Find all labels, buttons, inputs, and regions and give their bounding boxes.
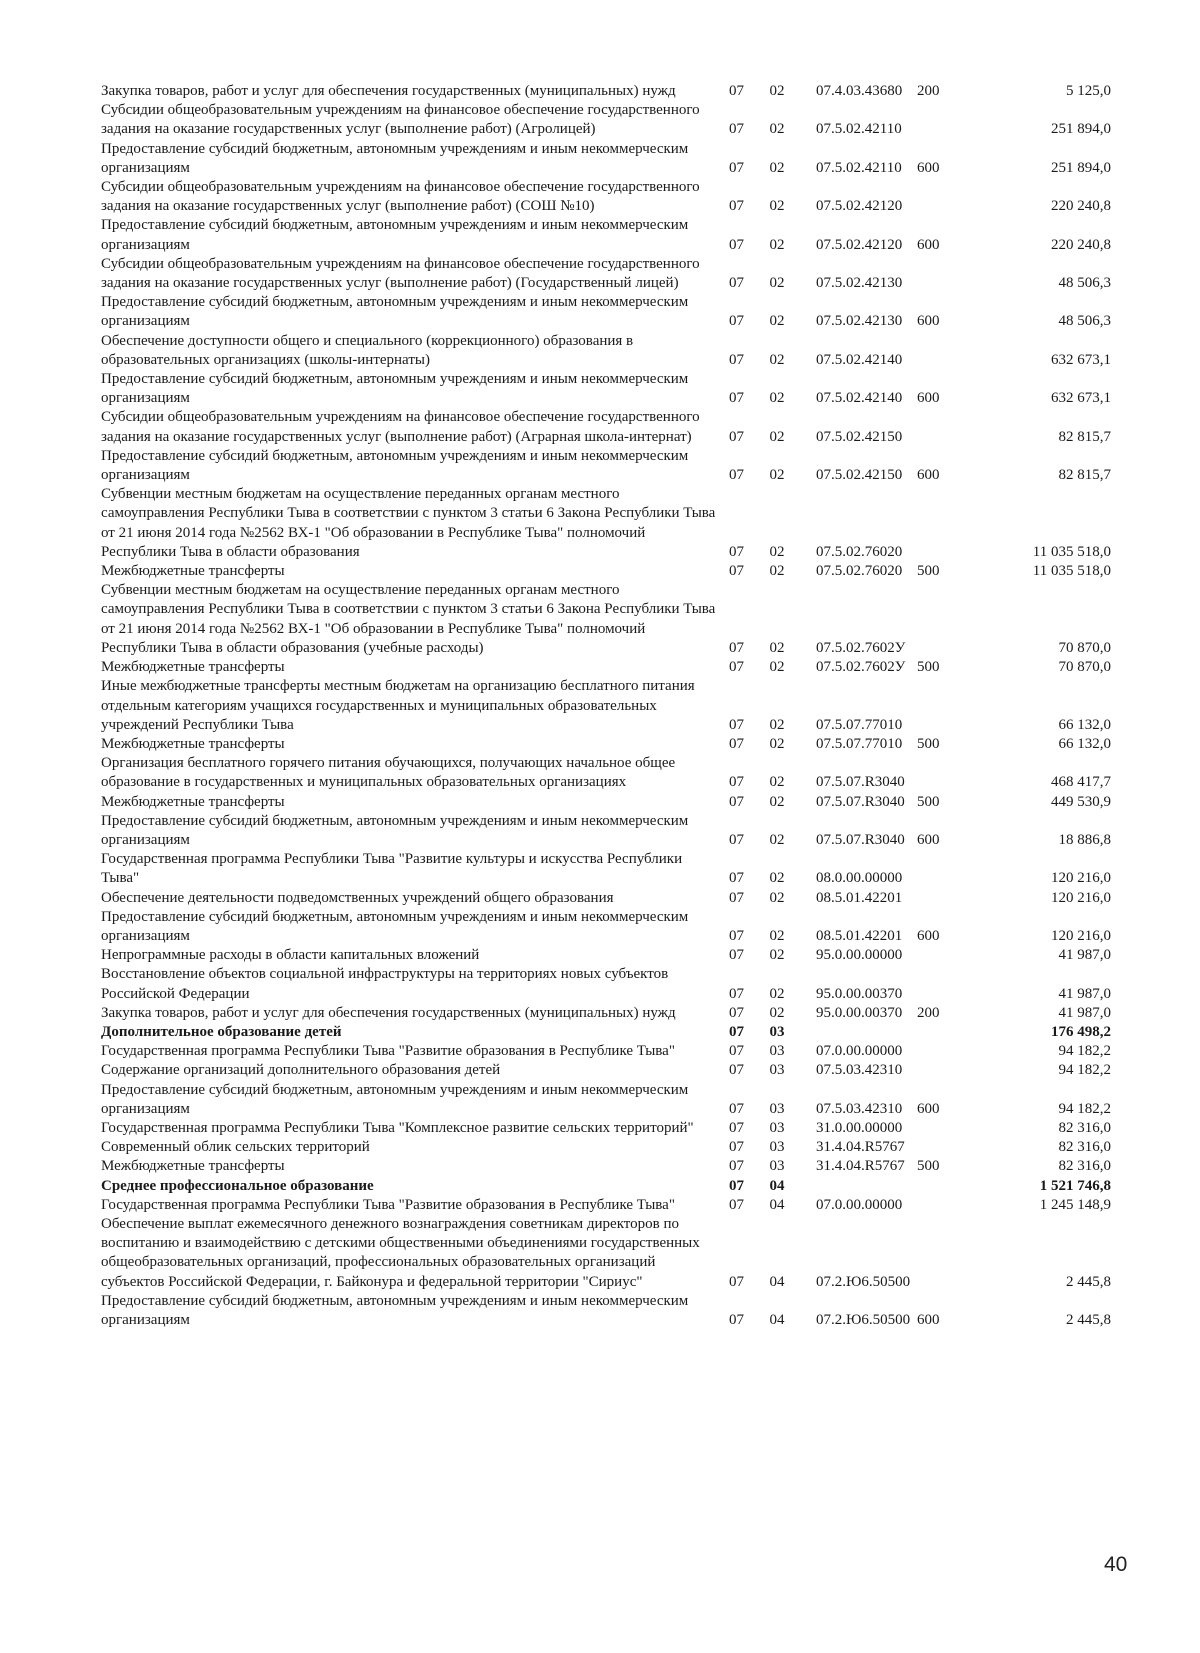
- table-row: [101, 658, 1111, 677]
- row-razdel: 07: [729, 275, 744, 292]
- row-target-article: 95.0.00.00000: [816, 947, 903, 964]
- row-amount: 70 870,0: [1058, 659, 1111, 676]
- row-expense-type: [915, 1061, 975, 1080]
- table-row: [101, 447, 1111, 485]
- row-target-article: 07.5.02.7602У: [816, 639, 906, 656]
- row-target-article: 07.5.07.77010: [816, 735, 903, 752]
- row-razdel: 07: [729, 927, 744, 944]
- row-expense-type: 600: [917, 467, 940, 484]
- row-name: Закупка товаров, работ и услуг для обеспечения государственных (муниципальных) нужд: [101, 83, 676, 99]
- row-amount: 66 132,0: [1058, 735, 1111, 752]
- row-expense-type: [915, 677, 975, 735]
- table-row: [101, 408, 1111, 446]
- row-name: Предоставление субсидий бюджетным, автономным учреждениям и иным некоммерческим организациям: [101, 812, 689, 848]
- row-razdel: 07: [729, 639, 744, 656]
- row-expense-type: 500: [917, 659, 940, 676]
- row-razdel: 07: [729, 121, 744, 138]
- row-target-article: 07.5.02.42140: [816, 390, 903, 407]
- row-name: Предоставление субсидий бюджетным, автономным учреждениям и иным некоммерческим организациям: [101, 140, 689, 176]
- row-name: Государственная программа Республики Тыва "Развитие образования в Республике Тыва": [101, 1196, 675, 1213]
- row-name: Восстановление объектов социальной инфраструктуры на территориях новых субъектов Российской Федерации: [101, 966, 669, 1002]
- row-expense-type: 600: [917, 236, 940, 253]
- budget-table-body: [101, 82, 1111, 1330]
- row-expense-type: [915, 1196, 975, 1215]
- row-podrazdel: 02: [769, 870, 785, 887]
- row-podrazdel: 02: [769, 390, 785, 407]
- row-target-article: 07.5.07.R3040: [816, 831, 905, 848]
- row-name: Организация бесплатного горячего питания обучающихся, получающих начальное общее образование в государственных и муниципальных образовательных организациях: [101, 755, 676, 791]
- row-amount: 82 815,7: [1058, 467, 1111, 484]
- row-target-article: 07.5.07.R3040: [816, 774, 905, 791]
- row-podrazdel: 03: [769, 1139, 785, 1156]
- row-amount: 41 987,0: [1058, 985, 1111, 1002]
- row-name: Межбюджетные трансферты: [101, 563, 285, 580]
- table-row: [101, 216, 1111, 254]
- row-amount: 120 216,0: [1051, 870, 1111, 887]
- row-podrazdel: 02: [769, 198, 785, 215]
- table-row: [101, 332, 1111, 370]
- table-row: [101, 1138, 1111, 1157]
- row-podrazdel: 03: [769, 1062, 785, 1079]
- row-podrazdel: 02: [769, 159, 785, 176]
- row-amount: 5 125,0: [1066, 83, 1111, 99]
- row-expense-type: 500: [917, 563, 940, 580]
- row-name: Предоставление субсидий бюджетным, автономным учреждениям и иным некоммерческим организациям: [101, 1081, 689, 1117]
- row-razdel: 07: [729, 467, 744, 484]
- row-name: Предоставление субсидий бюджетным, автономным учреждениям и иным некоммерческим организациям: [101, 217, 689, 253]
- row-razdel: 07: [729, 83, 744, 99]
- row-podrazdel: 03: [769, 1119, 785, 1136]
- table-row: [101, 1042, 1111, 1061]
- row-podrazdel: 02: [769, 543, 785, 560]
- row-name: Субсидии общеобразовательным учреждениям на финансовое обеспечение государственного задания на оказание государственных услуг (выполнение работ) (Агролицей): [101, 102, 700, 138]
- row-amount: 48 506,3: [1058, 313, 1111, 330]
- row-name: Закупка товаров, работ и услуг для обеспечения государственных (муниципальных) нужд: [101, 1004, 676, 1021]
- row-razdel: 07: [729, 236, 744, 253]
- row-amount: 2 445,8: [1066, 1312, 1111, 1328]
- row-expense-type: [915, 332, 975, 370]
- row-expense-type: 500: [917, 1158, 940, 1175]
- row-expense-type: [915, 485, 975, 562]
- table-row: [101, 293, 1111, 331]
- row-amount: 632 673,1: [1051, 351, 1111, 368]
- row-podrazdel: 02: [769, 275, 785, 292]
- row-amount: 48 506,3: [1058, 275, 1111, 292]
- row-razdel: 07: [729, 716, 744, 733]
- row-expense-type: [915, 178, 975, 216]
- row-podrazdel: 03: [769, 1023, 785, 1040]
- row-razdel: 07: [729, 313, 744, 330]
- row-razdel: 07: [729, 1119, 744, 1136]
- row-amount: 11 035 518,0: [1032, 543, 1111, 560]
- row-razdel: 07: [729, 659, 744, 676]
- row-target-article: 07.5.02.7602У: [816, 659, 906, 676]
- row-target-article: 31.4.04.R5767: [816, 1158, 905, 1175]
- row-razdel: 07: [729, 1177, 744, 1194]
- row-name: Предоставление субсидий бюджетным, автономным учреждениям и иным некоммерческим организациям: [101, 371, 689, 407]
- row-razdel: 07: [729, 198, 744, 215]
- section-row: [101, 1023, 1111, 1042]
- table-row: [101, 1061, 1111, 1080]
- row-expense-type: 600: [917, 927, 940, 944]
- row-podrazdel: 02: [769, 351, 785, 368]
- table-row: [101, 1215, 1111, 1292]
- row-target-article: 08.5.01.42201: [816, 927, 903, 944]
- row-amount: 18 886,8: [1058, 831, 1111, 848]
- row-target-article: 07.5.03.42310: [816, 1100, 903, 1117]
- row-amount: 220 240,8: [1051, 198, 1111, 215]
- row-podrazdel: 03: [769, 1158, 785, 1175]
- row-amount: 82 316,0: [1058, 1119, 1111, 1136]
- row-amount: 94 182,2: [1058, 1043, 1111, 1060]
- row-target-article: 07.5.07.R3040: [816, 793, 905, 810]
- row-target-article: 07.5.02.76020: [816, 563, 903, 580]
- row-expense-type: 600: [917, 831, 940, 848]
- row-name: Субвенции местным бюджетам на осуществление переданных органам местного самоуправления Республики Тыва в соответствии с пунктом 3 статьи 6 Закона Республики Тыва от 21 июня 2014 года №2562 ВХ-1 "Об образовании в Республике Тыва" полномочий Республики Тыва в области образования (учебные расходы): [101, 582, 716, 656]
- row-amount: 1 245 148,9: [1039, 1196, 1111, 1213]
- row-amount: 632 673,1: [1051, 390, 1111, 407]
- row-expense-type: 200: [917, 83, 940, 99]
- row-name: Межбюджетные трансферты: [101, 735, 285, 752]
- row-razdel: 07: [729, 793, 744, 810]
- row-podrazdel: 02: [769, 467, 785, 484]
- row-amount: 11 035 518,0: [1032, 563, 1111, 580]
- row-target-article: 07.5.02.42110: [816, 159, 902, 176]
- row-amount: 2 445,8: [1066, 1273, 1111, 1290]
- row-target-article: 08.5.01.42201: [816, 889, 903, 906]
- row-razdel: 07: [729, 1196, 744, 1213]
- row-name: Субсидии общеобразовательным учреждениям на финансовое обеспечение государственного задания на оказание государственных услуг (выполнение работ) (Государственный лицей): [101, 255, 700, 292]
- row-name: Современный облик сельских территорий: [101, 1139, 370, 1156]
- row-expense-type: [915, 1138, 975, 1157]
- row-podrazdel: 02: [769, 236, 785, 253]
- table-row: [101, 754, 1111, 792]
- row-amount: 1 521 746,8: [1039, 1177, 1111, 1194]
- row-podrazdel: 02: [769, 1004, 785, 1021]
- row-razdel: 07: [729, 774, 744, 791]
- row-expense-type: 600: [917, 159, 940, 176]
- row-expense-type: 600: [917, 1312, 940, 1328]
- row-amount: 41 987,0: [1058, 947, 1111, 964]
- row-podrazdel: 02: [769, 735, 785, 752]
- row-amount: 220 240,8: [1051, 236, 1111, 253]
- row-podrazdel: 04: [769, 1177, 785, 1194]
- row-name: Межбюджетные трансферты: [101, 659, 285, 676]
- row-expense-type: [915, 850, 975, 888]
- row-amount: 82 316,0: [1058, 1139, 1111, 1156]
- section-row: [101, 1177, 1111, 1196]
- row-expense-type: [915, 1215, 975, 1292]
- row-expense-type: 600: [917, 1100, 940, 1117]
- row-target-article: 07.5.02.42110: [816, 121, 902, 138]
- row-podrazdel: 02: [769, 121, 785, 138]
- row-podrazdel: 02: [769, 985, 785, 1002]
- row-amount: 66 132,0: [1058, 716, 1111, 733]
- table-row: [101, 793, 1111, 812]
- row-name: Непрограммные расходы в области капитальных вложений: [101, 947, 480, 964]
- budget-table: [101, 82, 1111, 1330]
- row-podrazdel: 02: [769, 428, 785, 445]
- table-row: [101, 82, 1111, 101]
- row-expense-type: [915, 889, 975, 908]
- table-row: [101, 485, 1111, 562]
- row-expense-type: [915, 1042, 975, 1061]
- table-row: [101, 581, 1111, 658]
- row-razdel: 07: [729, 1062, 744, 1079]
- row-podrazdel: 02: [769, 716, 785, 733]
- table-row: [101, 850, 1111, 888]
- row-expense-type: [915, 408, 975, 446]
- row-amount: 94 182,2: [1058, 1062, 1111, 1079]
- row-podrazdel: 02: [769, 793, 785, 810]
- row-name: Межбюджетные трансферты: [101, 793, 285, 810]
- row-name: Субсидии общеобразовательным учреждениям на финансовое обеспечение государственного задания на оказание государственных услуг (выполнение работ) (СОШ №10): [101, 179, 700, 215]
- row-name: Содержание организаций дополнительного образования детей: [101, 1062, 501, 1079]
- table-row: [101, 255, 1111, 293]
- row-razdel: 07: [729, 947, 744, 964]
- row-razdel: 07: [729, 563, 744, 580]
- row-target-article: [798, 1177, 915, 1196]
- row-razdel: 07: [729, 985, 744, 1002]
- table-row: [101, 140, 1111, 178]
- row-target-article: 07.0.00.00000: [816, 1196, 903, 1213]
- row-amount: 251 894,0: [1051, 121, 1111, 138]
- row-target-article: 07.2.Ю6.50500: [816, 1273, 911, 1290]
- row-expense-type: [915, 946, 975, 965]
- row-target-article: 07.4.03.43680: [816, 83, 903, 99]
- row-razdel: 07: [729, 889, 744, 906]
- row-expense-type: [915, 965, 975, 1003]
- row-name: Предоставление субсидий бюджетным, автономным учреждениям и иным некоммерческим организациям: [101, 447, 689, 484]
- row-expense-type: [915, 754, 975, 792]
- row-razdel: 07: [729, 543, 744, 560]
- row-target-article: 07.5.02.76020: [816, 543, 903, 560]
- row-target-article: 08.0.00.00000: [816, 870, 903, 887]
- row-name: Предоставление субсидий бюджетным, автономным учреждениям и иным некоммерческим организациям: [101, 1292, 689, 1328]
- row-podrazdel: 02: [769, 639, 785, 656]
- table-row: [101, 370, 1111, 408]
- row-target-article: 95.0.00.00370: [816, 985, 903, 1002]
- row-razdel: 07: [729, 159, 744, 176]
- row-target-article: 31.4.04.R5767: [816, 1139, 905, 1156]
- row-expense-type: 500: [917, 735, 940, 752]
- row-razdel: 07: [729, 1043, 744, 1060]
- row-amount: 449 530,9: [1051, 793, 1111, 810]
- row-expense-type: [915, 581, 975, 658]
- row-razdel: 07: [729, 390, 744, 407]
- table-row: [101, 677, 1111, 735]
- table-row: [101, 1292, 1111, 1330]
- row-target-article: 07.5.07.77010: [816, 716, 903, 733]
- row-name: Предоставление субсидий бюджетным, автономным учреждениям и иным некоммерческим организациям: [101, 908, 689, 944]
- table-row: [101, 562, 1111, 581]
- row-amount: 94 182,2: [1058, 1100, 1111, 1117]
- row-name: Государственная программа Республики Тыва "Развитие образования в Республике Тыва": [101, 1043, 675, 1060]
- table-row: [101, 178, 1111, 216]
- row-amount: 82 815,7: [1058, 428, 1111, 445]
- row-razdel: 07: [729, 1139, 744, 1156]
- row-expense-type: 600: [917, 313, 940, 330]
- row-razdel: 07: [729, 735, 744, 752]
- row-razdel: 07: [729, 351, 744, 368]
- row-podrazdel: 02: [769, 889, 785, 906]
- row-name: Предоставление субсидий бюджетным, автономным учреждениям и иным некоммерческим организациям: [101, 294, 689, 330]
- table-row: [101, 908, 1111, 946]
- row-amount: 120 216,0: [1051, 927, 1111, 944]
- row-target-article: 07.5.02.42150: [816, 467, 903, 484]
- row-amount: 82 316,0: [1058, 1158, 1111, 1175]
- row-razdel: 07: [729, 428, 744, 445]
- row-target-article: 07.5.02.42120: [816, 198, 903, 215]
- table-row: [101, 946, 1111, 965]
- row-target-article: [798, 1023, 915, 1042]
- row-amount: 41 987,0: [1058, 1004, 1111, 1021]
- row-name: Государственная программа Республики Тыва "Развитие культуры и искусства Республики Тыва": [101, 851, 683, 887]
- row-target-article: 07.5.02.42130: [816, 313, 903, 330]
- row-name: Субсидии общеобразовательным учреждениям на финансовое обеспечение государственного задания на оказание государственных услуг (выполнение работ) (Аграрная школа-интернат): [101, 409, 700, 445]
- page-number: 40: [1104, 1553, 1128, 1576]
- row-amount: 70 870,0: [1058, 639, 1111, 656]
- row-expense-type: 600: [917, 390, 940, 407]
- row-target-article: 07.2.Ю6.50500: [816, 1312, 911, 1328]
- row-razdel: 07: [729, 1158, 744, 1175]
- row-expense-type: [915, 1119, 975, 1138]
- table-row: [101, 1081, 1111, 1119]
- row-razdel: 07: [729, 1023, 744, 1040]
- row-amount: 251 894,0: [1051, 159, 1111, 176]
- row-razdel: 07: [729, 870, 744, 887]
- row-razdel: 07: [729, 831, 744, 848]
- row-name: Дополнительное образование детей: [101, 1023, 342, 1040]
- row-target-article: 07.5.02.42120: [816, 236, 903, 253]
- table-row: [101, 735, 1111, 754]
- row-podrazdel: 02: [769, 774, 785, 791]
- row-name: Государственная программа Республики Тыва "Комплексное развитие сельских территорий": [101, 1119, 694, 1136]
- row-amount: 468 417,7: [1051, 774, 1111, 791]
- row-target-article: 07.5.03.42310: [816, 1062, 903, 1079]
- row-amount: 120 216,0: [1051, 889, 1111, 906]
- table-row: [101, 812, 1111, 850]
- row-podrazdel: 02: [769, 947, 785, 964]
- row-expense-type: 500: [917, 793, 940, 810]
- row-name: Межбюджетные трансферты: [101, 1158, 285, 1175]
- row-podrazdel: 02: [769, 927, 785, 944]
- row-podrazdel: 02: [769, 831, 785, 848]
- row-name: Субвенции местным бюджетам на осуществление переданных органам местного самоуправления Республики Тыва в соответствии с пунктом 3 статьи 6 Закона Республики Тыва от 21 июня 2014 года №2562 ВХ-1 "Об образовании в Республике Тыва" полномочий Республики Тыва в области образования: [101, 486, 716, 560]
- row-podrazdel: 04: [769, 1196, 785, 1213]
- row-podrazdel: 03: [769, 1100, 785, 1117]
- row-target-article: 31.0.00.00000: [816, 1119, 903, 1136]
- row-name: Обеспечение выплат ежемесячного денежного вознаграждения советникам директоров по воспитанию и взаимодействию с детскими общественными объединениями государственных общеобразовательных организаций, профессиональных образовательных организаций субъектов Российской Федерации, г. Байконура и федеральной территории "Сириус": [101, 1215, 700, 1290]
- row-podrazdel: 02: [769, 563, 785, 580]
- row-podrazdel: 04: [769, 1312, 785, 1328]
- table-row: [101, 101, 1111, 139]
- row-razdel: 07: [729, 1100, 744, 1117]
- row-name: Обеспечение доступности общего и специального (коррекционного) образования в образовательных организациях (школы-интернаты): [101, 332, 634, 368]
- row-podrazdel: 02: [769, 313, 785, 330]
- table-row: [101, 1004, 1111, 1023]
- row-name: Среднее профессиональное образование: [101, 1177, 374, 1194]
- table-row: [101, 1119, 1111, 1138]
- table-row: [101, 1196, 1111, 1215]
- row-target-article: 07.5.02.42140: [816, 351, 903, 368]
- row-target-article: 95.0.00.00370: [816, 1004, 903, 1021]
- row-expense-type: 200: [917, 1004, 940, 1021]
- row-razdel: 07: [729, 1004, 744, 1021]
- row-expense-type: [915, 255, 975, 293]
- table-row: [101, 889, 1111, 908]
- table-row: [101, 1157, 1111, 1176]
- row-target-article: 07.5.02.42150: [816, 428, 903, 445]
- row-podrazdel: 04: [769, 1273, 785, 1290]
- row-amount: 176 498,2: [1051, 1023, 1111, 1040]
- row-razdel: 07: [729, 1312, 744, 1328]
- row-podrazdel: 02: [769, 659, 785, 676]
- row-razdel: 07: [729, 1273, 744, 1290]
- row-expense-type: [915, 1023, 975, 1042]
- row-podrazdel: 03: [769, 1043, 785, 1060]
- row-name: Иные межбюджетные трансферты местным бюджетам на организацию бесплатного питания отдельным категориям учащихся государственных и муниципальных образовательных учреждений Республики Тыва: [101, 678, 695, 733]
- table-row: [101, 965, 1111, 1003]
- row-target-article: 07.5.02.42130: [816, 275, 903, 292]
- row-expense-type: [915, 101, 975, 139]
- row-expense-type: [915, 1177, 975, 1196]
- row-name: Обеспечение деятельности подведомственных учреждений общего образования: [101, 889, 614, 906]
- row-podrazdel: 02: [769, 83, 785, 99]
- row-target-article: 07.0.00.00000: [816, 1043, 903, 1060]
